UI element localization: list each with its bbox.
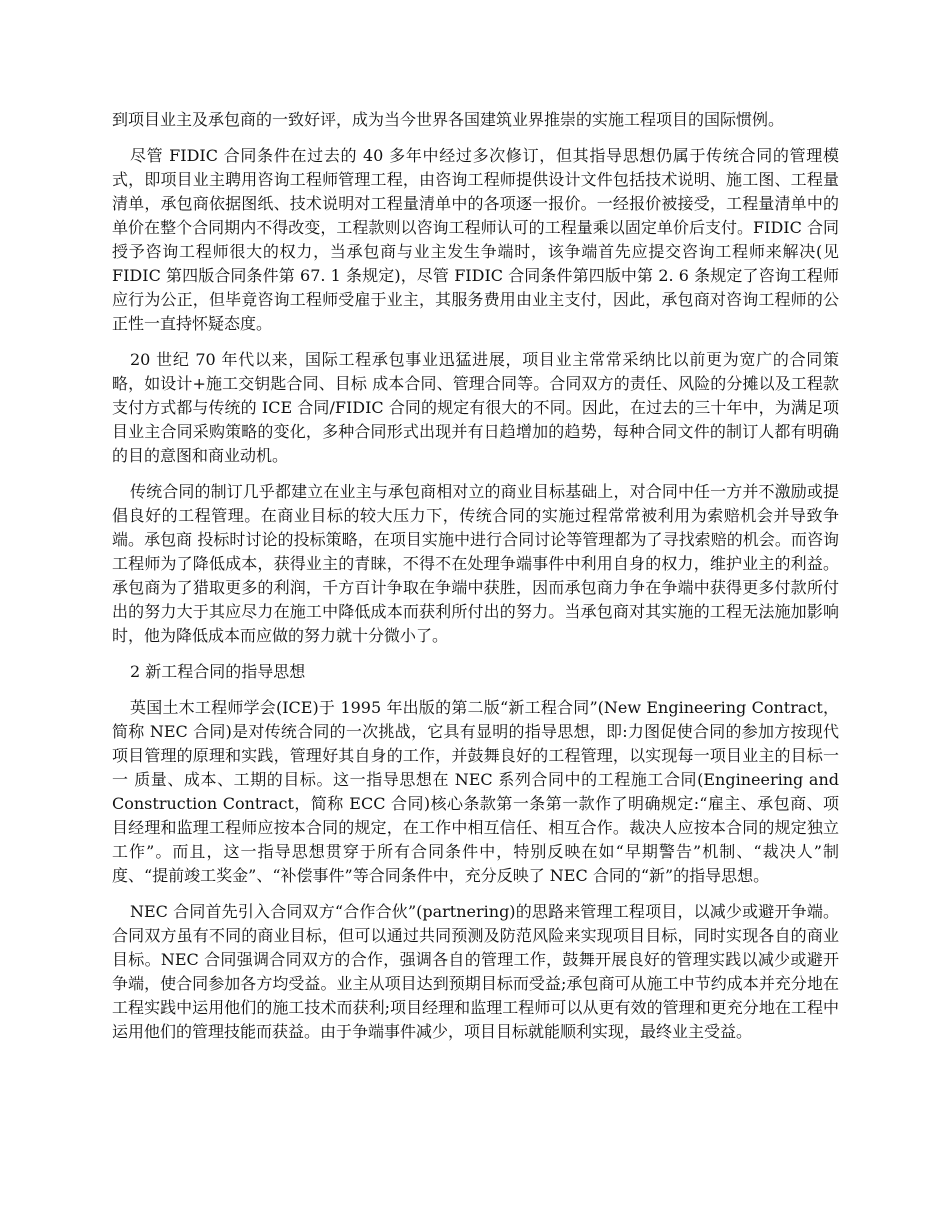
paragraph-traditional-contract-issues: 传统合同的制订几乎都建立在业主与承包商相对立的商业目标基础上，对合同中任一方并不激励或提倡良好的工程管理。在商业目标的较大压力下，传统合同的实施过程常常被利用为索赔机会并导致争端。承包商 投标时讨论的投标策略，在项目实施中进行合同讨论等管理都为了寻找索赔的机会。而咨询工程师为了降低成本，获得业主的青睐，不得不在处理争端事件中利用自身的权力，维护业主的利益。承包商为了猎取更多的利润，千方百计争取在争端中获胜，因而承包商力争在争端中获得更多付款所付出的努力大于其应尽力在施工中降低成本而获利所付出的努力。当承包商对其实施的工程无法施加影响时，他为降低成本而应做的努力就十分微小了。 [112,482,839,645]
document-page [112,108,839,1056]
paragraph-contract-strategies: 20 世纪 70 年代以来，国际工程承包事业迅猛进展，项目业主常常采纳比以前更为宽广的合同策略，如设计+施工交钥匙合同、目标 成本合同、管理合同等。合同双方的责任、风险的分摊以及工程款支付方式都与传统的 ICE 合同/FIDIC 合同的规定有很大的不同。因此，在过去的三十年中，为满足项目业主合同采购策略的变化，多种合同形式出现并有日趋增加的趋势，每种合同文件的制订人都有明确的目的意图和商业动机。 [112,350,839,465]
paragraph-fidic-traditional: 尽管 FIDIC 合同条件在过去的 40 多年中经过多次修订，但其指导思想仍属于传统合同的管理模式，即项目业主聘用咨询工程师管理工程，由咨询工程师提供设计文件包括技术说明、施工图、工程量清单，承包商依据图纸、技术说明对工程量清单中的各项逐一报价。一经报价被接受，工程量清单中的单价在整个合同期内不得改变，工程款则以咨询工程师认可的工程量乘以固定单价后支付。FIDIC 合同授予咨询工程师很大的权力，当承包商与业主发生争端时，该争端首先应提交咨询工程师来解决(见 FIDIC 第四版合同条件第 67. 1 条规定)，尽管 FIDIC 合同条件第四版中第 2. 6 条规定了咨询工程师应行为公正，但毕竟咨询工程师受雇于业主，其服务费用由业主支付，因此，承包商对咨询工程师的公正性一直持怀疑态度。 [112,146,839,333]
paragraph-nec-guiding-idea: 英国土木工程师学会(ICE)于 1995 年出版的第二版“新工程合同”(New Engineering Contract，简称 NEC 合同)是对传统合同的一次挑战，它具有显明的指导思想，即:力图促使合同的参加方按现代项目管理的原理和实践，管理好其自身的工作，并鼓舞良好的工程管理，以实现每一项目业主的目标一一 质量、成本、工期的目标。这一指导思想在 NEC 系列合同中的工程施工合同(Engineering and Construction Contract，简称 ECC 合同)核心条款第一条第一款作了明确规定:“雇主、承包商、项目经理和监理工程师应按本合同的规定，在工作中相互信任、相互合作。裁决人应按本合同的规定独立工作”。而且，这一指导思想贯穿于所有合同条件中，特别反映在如“早期警告”机制、“裁决人”制度、“提前竣工奖金”、“补偿事件”等合同条件中，充分反映了 NEC 合同的“新”的指导思想。 [112,698,839,885]
paragraph-intro-continuation: 到项目业主及承包商的一致好评，成为当今世界各国建筑业界推崇的实施工程项目的国际惯例。 [112,110,785,129]
section-heading: 2 新工程合同的指导思想 [130,662,306,681]
paragraph-nec-partnering: NEC 合同首先引入合同双方“合作合伙”(partnering)的思路来管理工程项目，以减少或避开争端。合同双方虽有不同的商业目标，但可以通过共同预测及防范风险来实现项目目标，同时实现各自的商业目标。NEC 合同强调合同双方的合作，强调各自的管理工作，鼓舞开展良好的管理实践以减少或避开争端，使合同参加各方均受益。业主从项目达到预期目标而受益;承包商可从施工中节约成本并充分地在工程实践中运用他们的施工技术而获利;项目经理和监理工程师可以从更有效的管理和更充分地在工程中运用他们的管理技能而获益。由于争端事件减少，项目目标就能顺利实现，最终业主受益。 [112,902,839,1041]
